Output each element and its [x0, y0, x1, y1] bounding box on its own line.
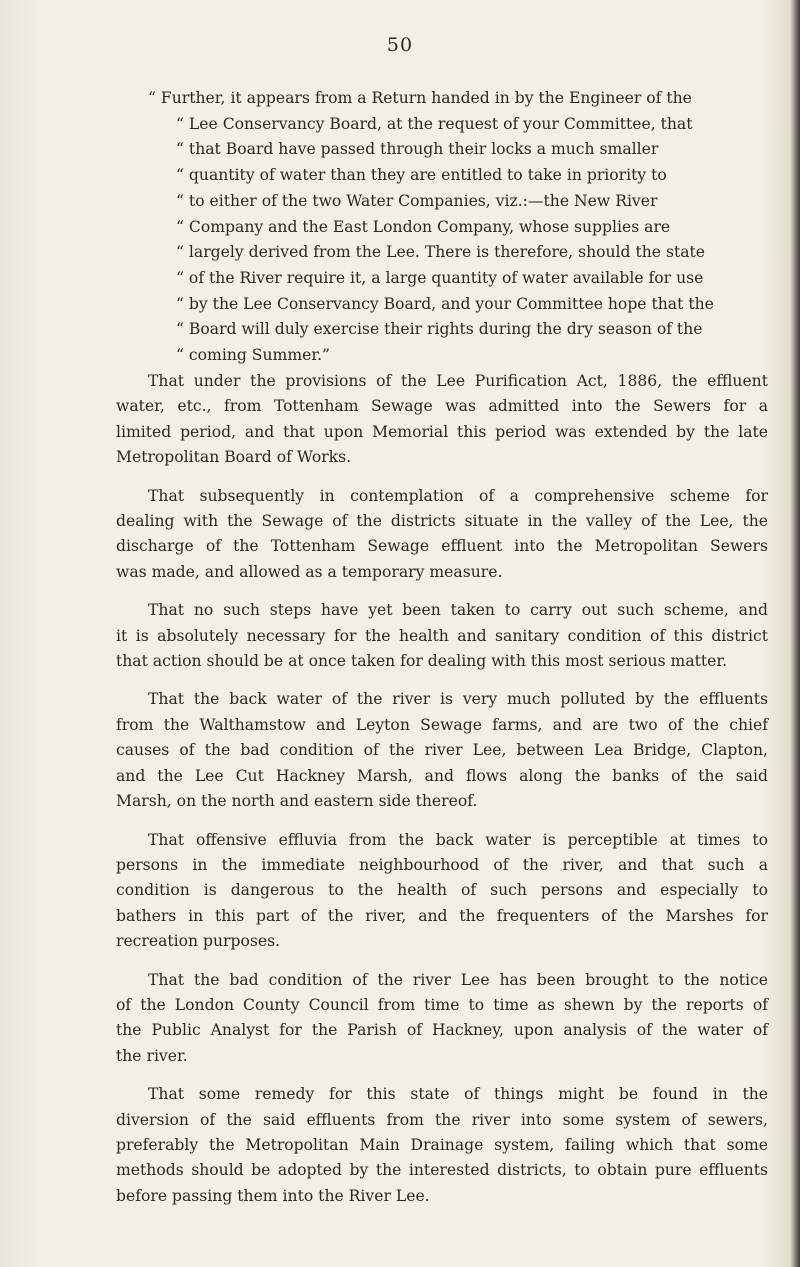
paragraph-line: condition is dangerous to the health of such persons and especially to [116, 881, 768, 900]
paragraph-remedy [116, 1082, 768, 1209]
paragraph-comprehensive-scheme [116, 484, 768, 586]
quote-line: “ Company and the East London Company, whose supplies are [176, 217, 671, 236]
paragraph-line: the Public Analyst for the Parish of Hackney, upon analysis of the water of [116, 1021, 768, 1040]
quote-line: “ to either of the two Water Companies, viz.:—the New River [176, 191, 658, 210]
quote-line: “ Board will duly exercise their rights during the dry season of the [176, 320, 703, 339]
paragraph-line: the river. [116, 1046, 188, 1065]
paragraph-line: causes of the bad condition of the river Lee, between Lea Bridge, Clapton, [116, 741, 768, 760]
paragraph-line: from the Walthamstow and Leyton Sewage farms, and are two of the chief [116, 715, 768, 734]
paragraph-line: That no such steps have yet been taken to carry out such scheme, and [148, 601, 768, 620]
paragraph-line: diversion of the said effluents from the river into some system of sewers, [116, 1110, 768, 1129]
paragraph-line: That the bad condition of the river Lee has been brought to the notice [148, 970, 768, 989]
paragraph-back-water-polluted [116, 687, 768, 814]
paragraph-line: discharge of the Tottenham Sewage effluent into the Metropolitan Sewers [116, 537, 768, 556]
paragraph-line: and the Lee Cut Hackney Marsh, and flows along the banks of the said [116, 766, 768, 785]
paragraph-lee-purification-act [116, 369, 768, 471]
paragraph-line: methods should be adopted by the interested districts, to obtain pure effluents [116, 1161, 768, 1180]
paragraph-line: That subsequently in contemplation of a comprehensive scheme for [148, 486, 768, 505]
paragraph-county-council-notice [116, 968, 768, 1070]
paragraph-line: it is absolutely necessary for the health and sanitary condition of this district [116, 626, 768, 645]
paragraph-line: preferably the Metropolitan Main Drainage system, failing which that some [116, 1135, 768, 1154]
quote-line: “ largely derived from the Lee. There is therefore, should the state [176, 243, 706, 262]
paragraph-line: before passing them into the River Lee. [116, 1186, 430, 1205]
paragraph-line: Metropolitan Board of Works. [116, 448, 352, 467]
paragraph-line: water, etc., from Tottenham Sewage was admitted into the Sewers for a [116, 397, 768, 416]
paragraph-line: recreation purposes. [116, 932, 281, 951]
paragraph-line: persons in the immediate neighbourhood of the river, and that such a [116, 855, 768, 874]
paragraph-line: That the back water of the river is very much polluted by the effluents [148, 690, 768, 709]
paragraph-line: of the London County Council from time to time as shewn by the reports of [116, 995, 768, 1014]
page-number: 50 [386, 34, 414, 56]
paragraph-line: That some remedy for this state of things might be found in the [148, 1085, 768, 1104]
paragraph-line: limited period, and that upon Memorial this period was extended by the late [116, 422, 768, 441]
paragraph-line: That under the provisions of the Lee Purification Act, 1886, the effluent [148, 372, 768, 390]
body-text [116, 369, 768, 1222]
paragraph-line: bathers in this part of the river, and the frequenters of the Marshes for [116, 906, 768, 925]
quote-line: “ quantity of water than they are entitled to take in priority to [176, 166, 667, 185]
quote-line: “ Lee Conservancy Board, at the request of your Committee, that [176, 114, 693, 133]
quote-line: “ Further, it appears from a Return handed in by the Engineer of the [148, 89, 692, 107]
paragraph-line: that action should be at once taken for dealing with this most serious matter. [116, 652, 728, 671]
paragraph-line: dealing with the Sewage of the districts situate in the valley of the Lee, the [116, 512, 768, 531]
quote-line: “ by the Lee Conservancy Board, and your Committee hope that the [176, 294, 714, 313]
paragraph-line: Marsh, on the north and eastern side thereof. [116, 792, 478, 811]
paragraph-no-steps-taken [116, 598, 768, 674]
quote-line: “ that Board have passed through their locks a much smaller [176, 140, 659, 159]
quote-line: “ of the River require it, a large quantity of water available for use [176, 268, 704, 287]
paragraph-line: was made, and allowed as a temporary measure. [116, 562, 503, 581]
quote-line: “ coming Summer.” [176, 346, 331, 365]
paragraph-line: That offensive effluvia from the back water is perceptible at times to [148, 830, 768, 849]
paragraph-offensive-effluvia [116, 828, 768, 955]
quoted-passage [148, 86, 768, 369]
